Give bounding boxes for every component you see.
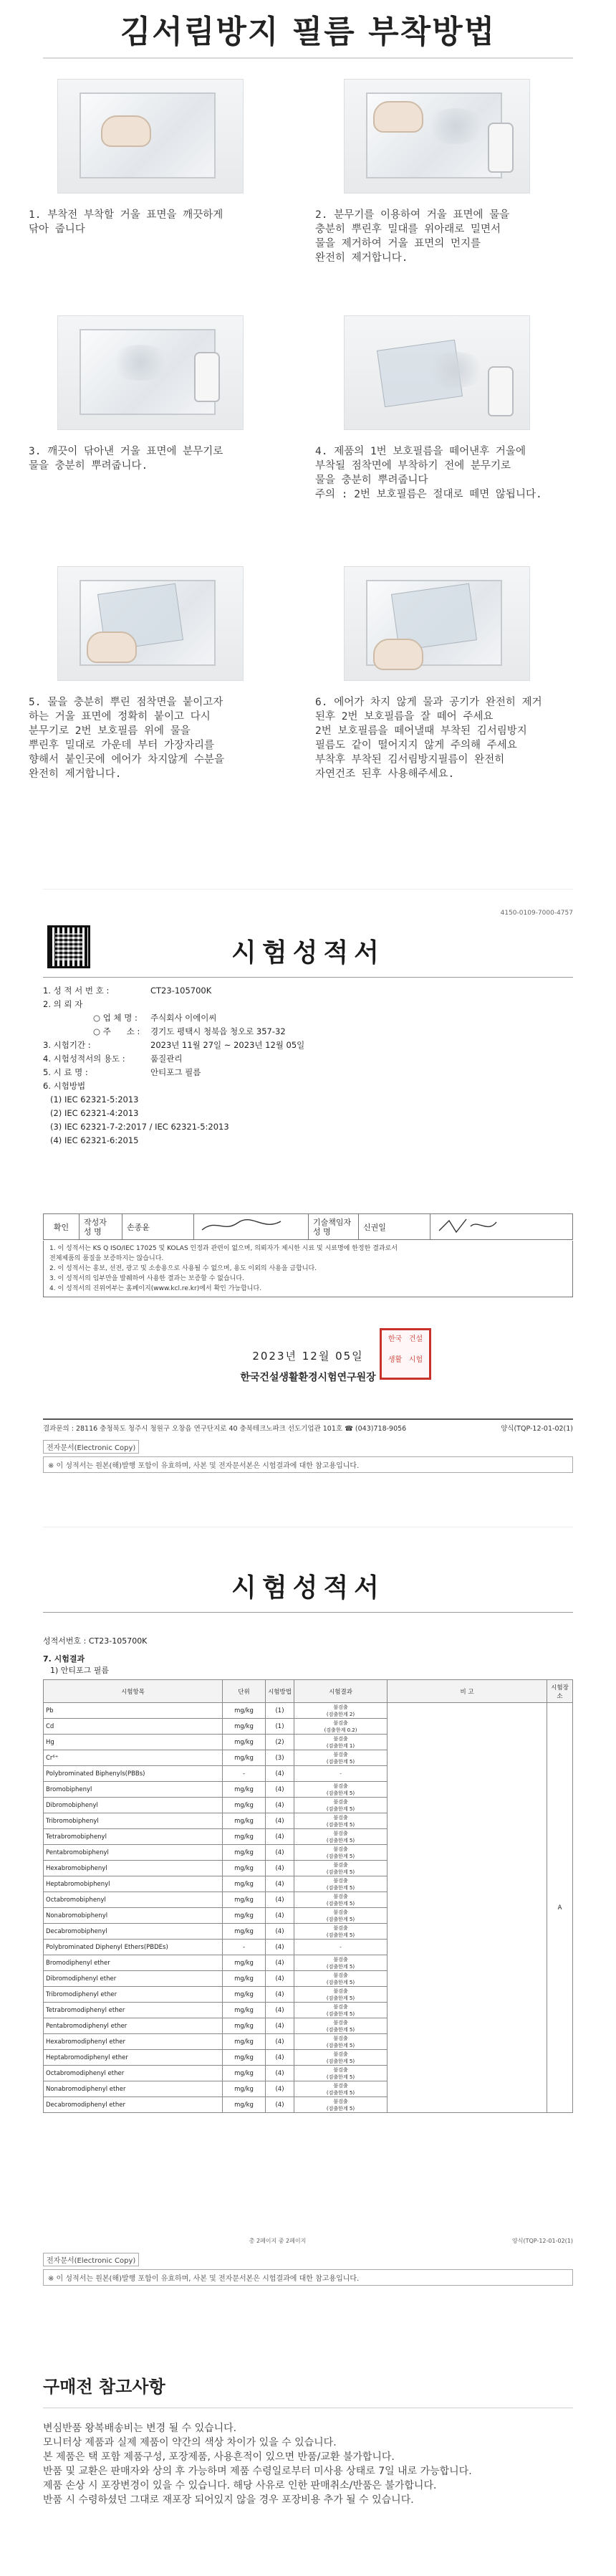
author-signature bbox=[194, 1214, 309, 1240]
unit: mg/kg bbox=[223, 2034, 266, 2050]
result: 불검출 (검출한계 5) bbox=[294, 2050, 388, 2066]
table-row bbox=[44, 1703, 573, 1719]
spray-mist-illustration bbox=[108, 345, 173, 381]
test-item: Pentabromobiphenyl bbox=[44, 1845, 223, 1861]
test-period: 2023년 11월 27일 ~ 2023년 12월 05일 bbox=[150, 1040, 305, 1050]
pre-purchase-notice bbox=[43, 2372, 573, 2507]
method: (4) bbox=[266, 1940, 294, 1955]
method: (4) bbox=[266, 1892, 294, 1908]
seal-char: 건설 bbox=[408, 1335, 423, 1343]
unit: mg/kg bbox=[223, 2097, 266, 2113]
hand-illustration bbox=[101, 115, 151, 147]
unit: mg/kg bbox=[223, 1845, 266, 1861]
step-5-text: 5. 물을 충분히 뿌린 점착면을 붙이고자 하는 거울 표면에 정확히 붙이고 다시 분무기로 2번 보호필름 위에 물을 뿌린후 밀대로 가운데 부터 가장자리를 향해서 붙인곳에 에어가 차지않게 수분을 완전히 제거합니다. bbox=[29, 697, 225, 780]
method: (2) bbox=[266, 1735, 294, 1750]
test-item: Tribromodiphenyl ether bbox=[44, 1987, 223, 2003]
confirm-label: 확인 bbox=[44, 1214, 80, 1240]
test-item: Tetrabromodiphenyl ether bbox=[44, 2003, 223, 2018]
electronic-copy-label: 전자문서(Electronic Copy) bbox=[43, 2253, 139, 2266]
result: - bbox=[294, 1940, 388, 1955]
field-label: 2. 의 뢰 자 bbox=[43, 999, 83, 1009]
notice-line: 모니터상 제품과 실제 제품이 약간의 색상 차이가 있을 수 있습니다. bbox=[43, 2437, 337, 2448]
unit: mg/kg bbox=[223, 1924, 266, 1940]
result: 불검출 (검출한계 2) bbox=[294, 1703, 388, 1719]
test-method: (3) IEC 62321-7-2:2017 / IEC 62321-5:2013 bbox=[50, 1122, 229, 1132]
col-header: 시험장소 bbox=[547, 1680, 573, 1703]
field-label: 5. 시 료 명 : bbox=[43, 1067, 88, 1077]
company-name: 주식회사 이에이씨 bbox=[150, 1013, 217, 1023]
title-divider bbox=[43, 977, 573, 978]
test-item: Decabromobiphenyl bbox=[44, 1924, 223, 1940]
result: 불검출 (검출한계 5) bbox=[294, 1908, 388, 1924]
unit: mg/kg bbox=[223, 1719, 266, 1735]
guide-step-4 bbox=[315, 315, 587, 502]
spray-bottle-illustration bbox=[488, 123, 514, 173]
method: (4) bbox=[266, 1829, 294, 1845]
form-code: 양식(TQP-12-01-02(1) bbox=[501, 1425, 573, 1433]
signature-table bbox=[43, 1213, 573, 1240]
spray-mist-illustration bbox=[423, 352, 488, 388]
guide-divider bbox=[43, 57, 573, 59]
electronic-copy-label: 전자문서(Electronic Copy) bbox=[43, 1440, 139, 1454]
result: 불검출 (검출한계 5) bbox=[294, 1782, 388, 1798]
guide-step-5 bbox=[29, 566, 301, 781]
spray-bottle-illustration bbox=[194, 352, 220, 402]
issue-date: 2023년 12월 05일 bbox=[252, 1350, 364, 1363]
result: 불검출 (검출한계 5) bbox=[294, 1924, 388, 1940]
test-item: Hexabromodiphenyl ether bbox=[44, 2034, 223, 2050]
field-label: 6. 시험방법 bbox=[43, 1081, 86, 1091]
seal-char: 시험 bbox=[408, 1356, 423, 1364]
company-address: 경기도 평택시 청북읍 청오로 357-32 bbox=[150, 1026, 286, 1036]
test-item: Octabromodiphenyl ether bbox=[44, 2066, 223, 2081]
result: 불검출 (검출한계 5) bbox=[294, 2066, 388, 2081]
result: 불검출 (검출한계 5) bbox=[294, 1987, 388, 2003]
electronic-copy-note: ※ 이 성적서는 원본(해)발행 포함이 유효하며, 사본 및 전자문서본은 시험결과에 대한 참고용입니다. bbox=[43, 1456, 573, 1473]
method: (4) bbox=[266, 2066, 294, 2081]
title-divider bbox=[43, 1612, 573, 1613]
unit: mg/kg bbox=[223, 2066, 266, 2081]
col-header: 시험결과 bbox=[294, 1680, 388, 1703]
result-section-heading bbox=[43, 1654, 109, 1676]
notice-line: 반품 시 수령하셨던 그대로 재포장 되어있지 않을 경우 포장비용 추가 될 수 있습니다. bbox=[43, 2494, 414, 2506]
col-header: 단위 bbox=[223, 1680, 266, 1703]
electronic-copy-note: ※ 이 성적서는 원본(해)발행 포함이 유효하며, 사본 및 전자문서본은 시험결과에 대한 참고용입니다. bbox=[43, 2269, 573, 2286]
certificate-title: 시험성적서 bbox=[231, 1573, 385, 1603]
approver-name: 신권일 bbox=[359, 1214, 430, 1240]
unit: mg/kg bbox=[223, 1750, 266, 1766]
spray-bottle-illustration bbox=[488, 366, 514, 416]
page-count: 총 2페이지 중 2페이지 bbox=[249, 2238, 307, 2244]
test-item: Decabromodiphenyl ether bbox=[44, 2097, 223, 2113]
field-label: 1. 성 적 서 번 호 : bbox=[43, 986, 110, 996]
certificate-notes bbox=[43, 1241, 573, 1297]
unit: mg/kg bbox=[223, 1908, 266, 1924]
unit: mg/kg bbox=[223, 2050, 266, 2066]
results-body bbox=[44, 1703, 573, 2113]
notice-line: 반품 및 교환은 판매자와 상의 후 가능하며 제품 수령일로부터 미사용 상태로 7일 내로 가능합니다. bbox=[43, 2466, 472, 2477]
method: (4) bbox=[266, 2081, 294, 2097]
guide-title: 김서림방지 필름 부착방법 bbox=[120, 14, 496, 50]
test-method: (1) IEC 62321-5:2013 bbox=[50, 1094, 139, 1105]
method: (4) bbox=[266, 2097, 294, 2113]
note-line: 4. 이 성적서의 진위여부는 홈페이지(www.kcl.re.kr)에서 확인 가능합니다. bbox=[49, 1285, 262, 1292]
result: 불검출 (검출한계 5) bbox=[294, 2003, 388, 2018]
step-2-text: 2. 분무기를 이용하여 거울 표면에 물을 충분히 뿌린후 밀대를 위아래로 밀면서 물을 제거하여 거울 표면의 먼지를 완전히 제거합니다. bbox=[315, 209, 510, 264]
result: 불검출 (검출한계 5) bbox=[294, 2081, 388, 2097]
unit: - bbox=[223, 1766, 266, 1782]
step-6-photo bbox=[344, 566, 530, 681]
method: (4) bbox=[266, 1955, 294, 1971]
method: (4) bbox=[266, 1798, 294, 1813]
test-item: Polybrominated Diphenyl Ethers(PBDEs) bbox=[44, 1940, 223, 1955]
result: 불검출 (검출한계 5) bbox=[294, 2034, 388, 2050]
purpose: 품질관리 bbox=[150, 1054, 183, 1064]
certificate-number: 성적서번호 : CT23-105700K bbox=[43, 1636, 148, 1646]
method: (4) bbox=[266, 2050, 294, 2066]
method: (4) bbox=[266, 2003, 294, 2018]
col-header: 시험방법 bbox=[266, 1680, 294, 1703]
test-method: (2) IEC 62321-4:2013 bbox=[50, 1108, 139, 1118]
unit: mg/kg bbox=[223, 1876, 266, 1892]
guide-step-1 bbox=[29, 79, 301, 237]
col-header: 비 고 bbox=[388, 1680, 547, 1703]
form-code: 양식(TQP-12-01-02(1) bbox=[512, 2238, 573, 2244]
unit: mg/kg bbox=[223, 1703, 266, 1719]
field-label: ○ 업 체 명 : bbox=[93, 1013, 138, 1023]
test-method: (4) IEC 62321-6:2015 bbox=[50, 1135, 139, 1145]
unit: mg/kg bbox=[223, 1971, 266, 1987]
guide-step-6 bbox=[315, 566, 587, 781]
test-item: Dibromodiphenyl ether bbox=[44, 1971, 223, 1987]
field-label: ○ 주 소 : bbox=[93, 1026, 140, 1036]
unit: mg/kg bbox=[223, 1955, 266, 1971]
result: 불검출 (검출한계 5) bbox=[294, 1813, 388, 1829]
method: (4) bbox=[266, 1971, 294, 1987]
electronic-copy-notice bbox=[43, 2253, 573, 2286]
guide-step-3 bbox=[29, 315, 301, 473]
unit: mg/kg bbox=[223, 1829, 266, 1845]
unit: mg/kg bbox=[223, 2018, 266, 2034]
unit: mg/kg bbox=[223, 1987, 266, 2003]
issuer-name: 한국건설생활환경시험연구원장 bbox=[240, 1372, 376, 1383]
result: 불검출 (검출한계 5) bbox=[294, 2097, 388, 2113]
step-3-photo bbox=[57, 315, 244, 430]
step-3-text: 3. 깨끗이 닦아낸 거울 표면에 분무기로 물을 충분히 뿌려줍니다. bbox=[29, 446, 223, 472]
test-item: Tetrabromobiphenyl bbox=[44, 1829, 223, 1845]
contact-address-bar bbox=[43, 1418, 573, 1433]
test-item: Bromobiphenyl bbox=[44, 1782, 223, 1798]
notice-line: 변심반품 왕복배송비는 변경 될 수 있습니다. bbox=[43, 2423, 237, 2434]
notice-title: 구매전 참고사항 bbox=[43, 2377, 165, 2397]
test-item: Dibromobiphenyl bbox=[44, 1798, 223, 1813]
doc-code: 4150-0109-7000-4757 bbox=[500, 910, 573, 917]
result: 불검출 (검출한계 5) bbox=[294, 1876, 388, 1892]
hand-illustration bbox=[87, 631, 137, 663]
method: (4) bbox=[266, 1987, 294, 2003]
field-label: 3. 시험기간 : bbox=[43, 1040, 91, 1050]
test-item: Hexabromobiphenyl bbox=[44, 1861, 223, 1876]
certificate-fields bbox=[43, 984, 573, 1148]
col-header: 시험항목 bbox=[44, 1680, 223, 1703]
guide-step-2 bbox=[315, 79, 587, 265]
notice-line: 본 제품은 택 포함 제품구성, 포장제품, 사용흔적이 있으면 반품/교환 불가합니다. bbox=[43, 2451, 395, 2463]
note-line: 3. 이 성적서의 임부만을 발췌하여 사용한 결과는 보증할 수 없습니다. bbox=[49, 1275, 244, 1282]
hand-illustration bbox=[373, 101, 423, 133]
notice-lines bbox=[43, 2421, 573, 2507]
unit: mg/kg bbox=[223, 1813, 266, 1829]
result: - bbox=[294, 1766, 388, 1782]
certificate-number: CT23-105700K bbox=[150, 986, 212, 996]
step-4-text: 4. 제품의 1번 보호필름을 떼어낸후 거울에 부착될 점착면에 부착하기 전에 분무기로 물을 충분히 뿌려줍니다 주의 : 2번 보호필름은 절대로 떼면 않됩니다. bbox=[315, 446, 542, 500]
method: (4) bbox=[266, 1766, 294, 1782]
test-place: A bbox=[547, 1703, 573, 2113]
test-certificate-page-1 bbox=[43, 889, 573, 1491]
result: 불검출 (검출한계 5) bbox=[294, 1750, 388, 1766]
note-line: 전체제품의 품질을 보증하지는 않습니다. bbox=[49, 1255, 164, 1262]
step-4-photo bbox=[344, 315, 530, 430]
step-1-photo bbox=[57, 79, 244, 194]
note-line: 1. 이 성적서는 KS Q ISO/IEC 17025 및 KOLAS 인정과 관련이 없으며, 의뢰자가 제시한 시료 및 시료명에 한정한 결과로서 bbox=[49, 1245, 398, 1252]
test-item: Pb bbox=[44, 1703, 223, 1719]
sample-subtitle: 1) 안티포그 필름 bbox=[50, 1666, 110, 1675]
method: (4) bbox=[266, 1813, 294, 1829]
unit: mg/kg bbox=[223, 2081, 266, 2097]
test-item: Hg bbox=[44, 1735, 223, 1750]
test-item: Bromodiphenyl ether bbox=[44, 1955, 223, 1971]
test-item: Heptabromodiphenyl ether bbox=[44, 2050, 223, 2066]
results-table bbox=[43, 1679, 573, 2113]
method: (4) bbox=[266, 1908, 294, 1924]
approver-role: 기술책임자 성 명 bbox=[309, 1214, 359, 1240]
test-item: Cd bbox=[44, 1719, 223, 1735]
result: 불검출 (검출한계 5) bbox=[294, 1845, 388, 1861]
page-footer bbox=[43, 2237, 573, 2245]
method: (4) bbox=[266, 1782, 294, 1798]
section-title: 7. 시험결과 bbox=[43, 1654, 85, 1664]
test-item: Nonabromodiphenyl ether bbox=[44, 2081, 223, 2097]
test-certificate-page-2 bbox=[43, 1527, 573, 2301]
field-label: 4. 시험성적서의 용도 : bbox=[43, 1054, 125, 1064]
test-item: Heptabromobiphenyl bbox=[44, 1876, 223, 1892]
spray-mist-illustration bbox=[423, 108, 488, 144]
unit: mg/kg bbox=[223, 1892, 266, 1908]
approver-signature bbox=[430, 1214, 573, 1240]
test-item: Nonabromobiphenyl bbox=[44, 1908, 223, 1924]
result: 불검출 (검출한계 5) bbox=[294, 1798, 388, 1813]
unit: mg/kg bbox=[223, 1735, 266, 1750]
result: 불검출 (검출한계 0.2) bbox=[294, 1719, 388, 1735]
step-6-text: 6. 에어가 차지 않게 물과 공기가 완전히 제거 된후 2번 보호필름을 잘 떼어 주세요 2번 보호필름을 떼어낼때 부착된 김서림방지 필름도 같이 떨어지지 않게 주의해 주세요 부착후 부착된 김서림방지필름이 완전히 자연건조 된후 사용해주세요. bbox=[315, 697, 542, 780]
method: (4) bbox=[266, 2034, 294, 2050]
contact-address: 결과문의 : 28116 충청북도 청주시 청원구 오창읍 연구단지로 40 충북테크노파크 선도기업관 101호 ☎ (043)718-9056 bbox=[43, 1425, 407, 1433]
unit: - bbox=[223, 1940, 266, 1955]
official-seal-icon bbox=[380, 1328, 431, 1380]
method: (4) bbox=[266, 1845, 294, 1861]
result: 불검출 (검출한계 1) bbox=[294, 1735, 388, 1750]
certificate-title: 시험성적서 bbox=[231, 938, 385, 968]
unit: mg/kg bbox=[223, 1861, 266, 1876]
result: 불검출 (검출한계 5) bbox=[294, 1861, 388, 1876]
method: (4) bbox=[266, 1924, 294, 1940]
result: 불검출 (검출한계 5) bbox=[294, 1892, 388, 1908]
step-1-text: 1. 부착전 부착할 거울 표면을 깨끗하게 닦아 줍니다 bbox=[29, 209, 223, 235]
sample-name: 안티포그 필름 bbox=[150, 1067, 201, 1077]
unit: mg/kg bbox=[223, 2003, 266, 2018]
method: (4) bbox=[266, 1861, 294, 1876]
result: 불검출 (검출한계 5) bbox=[294, 1955, 388, 1971]
result: 불검출 (검출한계 5) bbox=[294, 1829, 388, 1845]
remarks bbox=[388, 1703, 547, 2113]
unit: mg/kg bbox=[223, 1798, 266, 1813]
test-item: Polybrominated Biphenyls(PBBs) bbox=[44, 1766, 223, 1782]
notice-line: 제품 손상 시 포장변경이 있을 수 있습니다. 해당 사유로 인한 판매취소/반품은 불가합니다. bbox=[43, 2480, 437, 2491]
unit: mg/kg bbox=[223, 1782, 266, 1798]
method: (4) bbox=[266, 1876, 294, 1892]
test-item: Pentabromodiphenyl ether bbox=[44, 2018, 223, 2034]
result: 불검출 (검출한계 5) bbox=[294, 2018, 388, 2034]
test-item: Cr⁶⁺ bbox=[44, 1750, 223, 1766]
attach-guide-section bbox=[0, 0, 616, 846]
seal-char: 한국 bbox=[388, 1335, 403, 1343]
method: (3) bbox=[266, 1750, 294, 1766]
author-name: 손종윤 bbox=[122, 1214, 194, 1240]
method: (4) bbox=[266, 2018, 294, 2034]
step-2-photo bbox=[344, 79, 530, 194]
hand-illustration bbox=[373, 639, 423, 670]
test-item: Tribromobiphenyl bbox=[44, 1813, 223, 1829]
electronic-copy-notice bbox=[43, 1440, 573, 1473]
method: (1) bbox=[266, 1703, 294, 1719]
test-item: Octabromobiphenyl bbox=[44, 1892, 223, 1908]
author-role: 작성자 성 명 bbox=[80, 1214, 122, 1240]
seal-char: 생활 bbox=[388, 1356, 403, 1364]
method: (1) bbox=[266, 1719, 294, 1735]
step-5-photo bbox=[57, 566, 244, 681]
result: 불검출 (검출한계 5) bbox=[294, 1971, 388, 1987]
note-line: 2. 이 성적서는 홍보, 선전, 광고 및 소송용으로 사용될 수 없으며, 용도 이외의 사용을 금합니다. bbox=[49, 1265, 317, 1272]
